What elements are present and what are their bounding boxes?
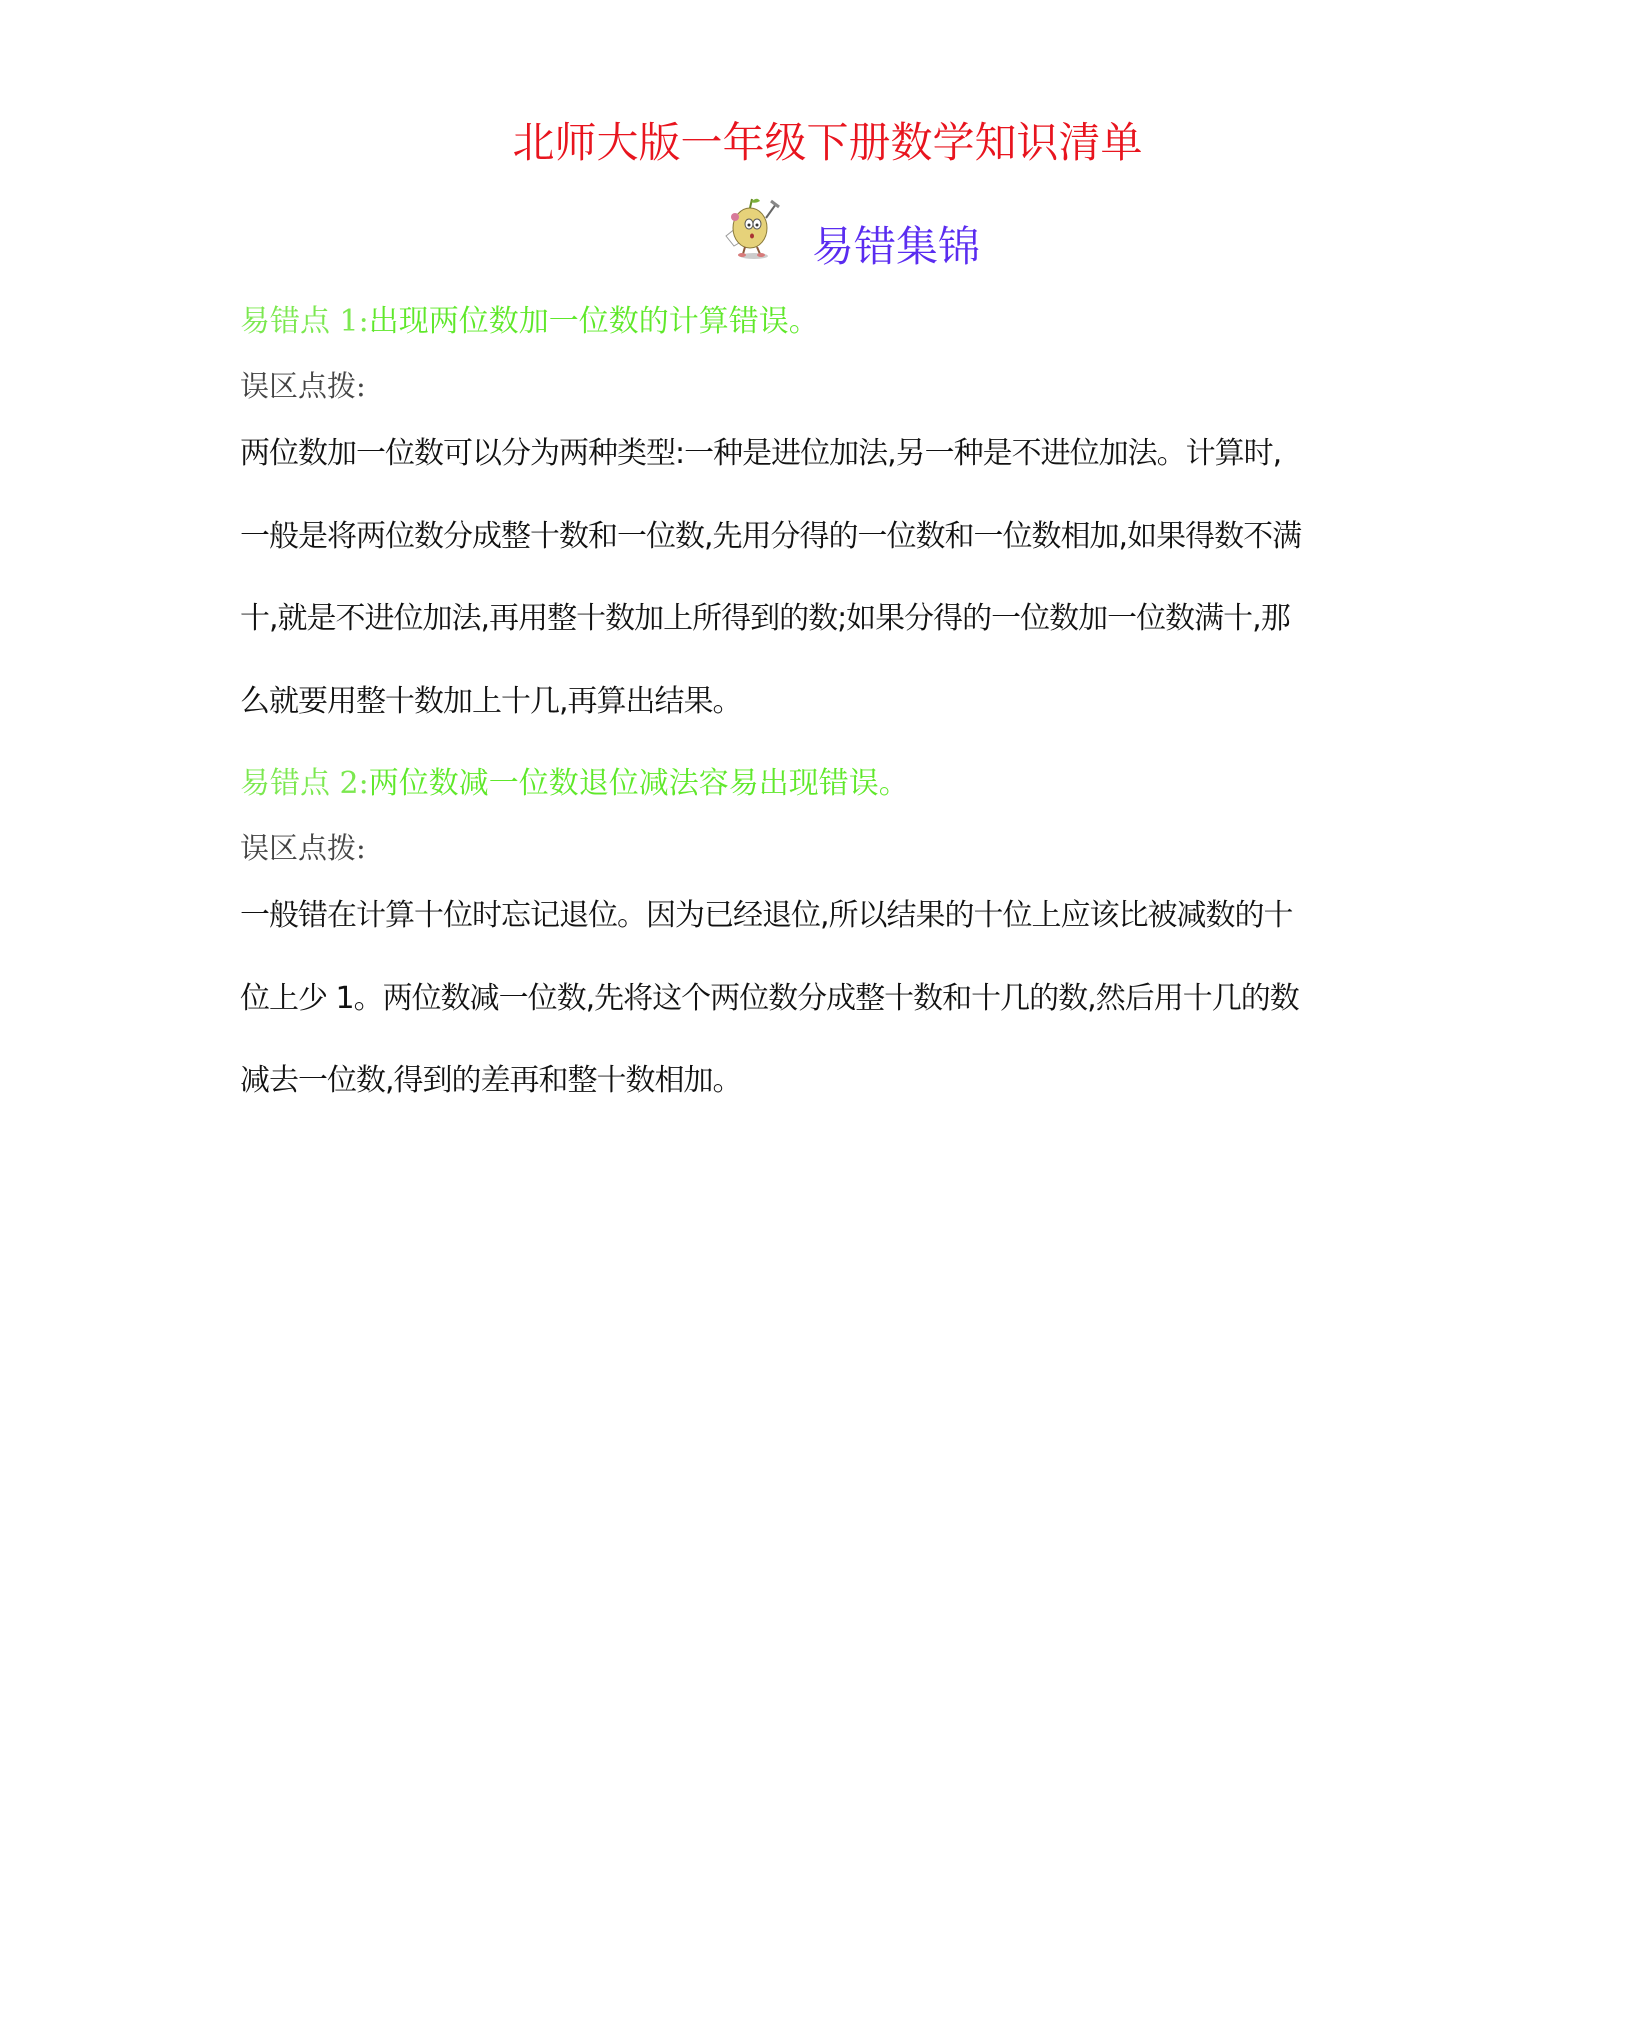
- error-point-2-prefix: 易错点 2:: [240, 766, 369, 801]
- error-point-1-text: 出现两位数加一位数的计算错误。: [368, 304, 819, 339]
- tip-label-1: 误区点拨:: [240, 369, 366, 403]
- paragraph-1-line: 一般是将两位数分成整十数和一位数,先用分得的一位数和一位数相加,如果得数不满: [240, 519, 1302, 554]
- paragraph-1-line: 么就要用整十数加上十几,再算出结果。: [240, 684, 742, 719]
- document-title-text: 北师大版一年级下册数学知识清单: [512, 118, 1143, 167]
- tip-label-2: 误区点拨:: [240, 831, 366, 865]
- error-point-1-heading: [240, 296, 819, 340]
- paragraph-2-line: 减去一位数,得到的差再和整十数相加。: [240, 1063, 742, 1098]
- paragraph-2-line: 位上少 1。两位数减一位数,先将这个两位数分成整十数和十几的数,然后用十几的数: [240, 981, 1299, 1016]
- paragraph-2-line: 一般错在计算十位时忘记退位。因为已经退位,所以结果的十位上应该比被减数的十: [240, 898, 1293, 933]
- error-point-1-prefix: 易错点 1:: [240, 304, 369, 339]
- paragraph-1-line: 两位数加一位数可以分为两种类型:一种是进位加法,另一种是不进位加法。计算时,: [240, 436, 1282, 471]
- apple-mascot-icon: [718, 192, 784, 262]
- error-point-2-heading: [240, 758, 909, 802]
- paragraph-1-line: 十,就是不进位加法,再用整十数加上所得到的数;如果分得的一位数加一位数满十,那: [240, 601, 1290, 636]
- error-point-2-text: 两位数减一位数退位减法容易出现错误。: [368, 766, 909, 801]
- document-title: [0, 110, 1651, 170]
- section-title: 易错集锦: [812, 222, 981, 271]
